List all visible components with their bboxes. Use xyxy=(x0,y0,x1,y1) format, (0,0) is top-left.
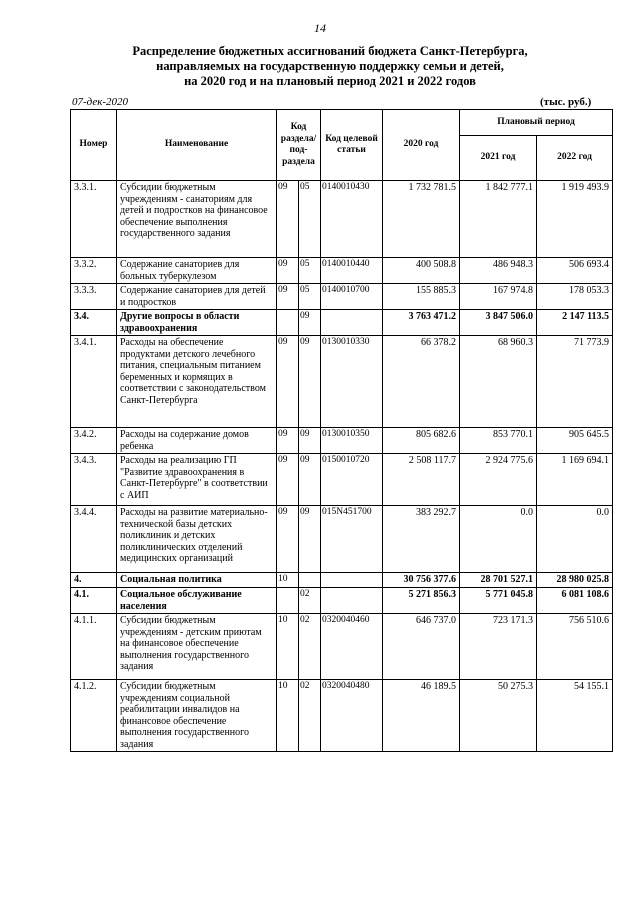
document-date: 07-дек-2020 xyxy=(72,96,129,108)
row-name: Социальная политика xyxy=(117,573,277,588)
header-year-2022: 2022 год xyxy=(537,136,613,181)
row-value-2021: 2 924 775.6 xyxy=(460,454,537,506)
row-target-code: 0320040480 xyxy=(321,680,383,752)
row-target-code: 0140010700 xyxy=(321,284,383,310)
row-value-2022: 1 919 493.9 xyxy=(537,181,613,258)
row-name: Другие вопросы в области здравоохранения xyxy=(117,310,277,336)
row-target-code xyxy=(321,310,383,336)
row-name: Расходы на обеспечение продуктами детского лечебного питания, специальным питанием беременных и кормящих в соответствии с законодательством Санкт-Петербурга xyxy=(117,336,277,428)
table-row xyxy=(71,181,613,258)
table-row xyxy=(71,258,613,284)
row-subsection-code: 09 xyxy=(299,506,321,573)
row-value-2020: 30 756 377.6 xyxy=(383,573,460,588)
row-value-2020: 383 292.7 xyxy=(383,506,460,573)
row-number: 3.4.3. xyxy=(71,454,117,506)
title-line: Распределение бюджетных ассигнований бюджета Санкт-Петербурга, xyxy=(132,44,528,58)
row-value-2021: 5 771 045.8 xyxy=(460,588,537,614)
table-row xyxy=(71,680,613,752)
row-number: 3.4. xyxy=(71,310,117,336)
row-value-2021: 1 842 777.1 xyxy=(460,181,537,258)
row-value-2021: 853 770.1 xyxy=(460,428,537,454)
row-name: Субсидии бюджетным учреждениям социальной реабилитации инвалидов на финансовое обеспечение выполнения государственного задания xyxy=(117,680,277,752)
row-number: 3.4.4. xyxy=(71,506,117,573)
row-subsection-code xyxy=(299,573,321,588)
row-name: Расходы на реализацию ГП "Развитие здравоохранения в Санкт-Петербурге" в соответствии с АИП xyxy=(117,454,277,506)
row-name: Расходы на развитие материально-технической базы детских поликлиник и детских поликлинических отделений медицинских организаций xyxy=(117,506,277,573)
document-title xyxy=(60,44,600,89)
row-subsection-code: 02 xyxy=(299,614,321,680)
row-subsection-code: 09 xyxy=(299,454,321,506)
row-number: 4.1.2. xyxy=(71,680,117,752)
page-number: 14 xyxy=(314,21,326,35)
row-value-2022: 6 081 108.6 xyxy=(537,588,613,614)
row-number: 3.3.1. xyxy=(71,181,117,258)
row-value-2022: 28 980 025.8 xyxy=(537,573,613,588)
row-target-code: 0150010720 xyxy=(321,454,383,506)
row-value-2021: 68 960.3 xyxy=(460,336,537,428)
row-section-code xyxy=(277,310,299,336)
row-value-2022: 905 645.5 xyxy=(537,428,613,454)
row-subsection-code: 09 xyxy=(299,310,321,336)
table-row xyxy=(71,506,613,573)
table-row xyxy=(71,454,613,506)
row-name: Содержание санаториев для детей и подростков xyxy=(117,284,277,310)
row-section-code: 10 xyxy=(277,573,299,588)
row-section-code: 10 xyxy=(277,680,299,752)
row-section-code: 09 xyxy=(277,258,299,284)
row-section-code xyxy=(277,588,299,614)
budget-table xyxy=(70,109,613,752)
row-section-code: 09 xyxy=(277,428,299,454)
row-value-2020: 1 732 781.5 xyxy=(383,181,460,258)
row-name: Субсидии бюджетным учреждениям - санаториям для детей и подростков на финансовое обеспечение выполнения государственного задания xyxy=(117,181,277,258)
row-section-code: 09 xyxy=(277,284,299,310)
header-name: Наименование xyxy=(117,110,277,181)
row-value-2020: 66 378.2 xyxy=(383,336,460,428)
row-section-code: 09 xyxy=(277,181,299,258)
row-section-code: 09 xyxy=(277,506,299,573)
row-section-code: 10 xyxy=(277,614,299,680)
row-target-code: 0140010440 xyxy=(321,258,383,284)
title-line: направляемых на государственную поддержку семьи и детей, xyxy=(156,59,504,73)
row-number: 3.3.2. xyxy=(71,258,117,284)
row-subsection-code: 05 xyxy=(299,258,321,284)
row-name: Субсидии бюджетным учреждениям - детским приютам на финансовое обеспечение выполнения государственного задания xyxy=(117,614,277,680)
row-target-code: 015N451700 xyxy=(321,506,383,573)
row-number: 3.4.2. xyxy=(71,428,117,454)
row-subsection-code: 05 xyxy=(299,181,321,258)
header-year-2020: 2020 год xyxy=(383,110,460,181)
row-target-code: 0130010330 xyxy=(321,336,383,428)
row-value-2020: 3 763 471.2 xyxy=(383,310,460,336)
header-section-code: Код раздела/ под- раздела xyxy=(277,110,321,181)
row-value-2020: 646 737.0 xyxy=(383,614,460,680)
row-value-2022: 71 773.9 xyxy=(537,336,613,428)
row-number: 4.1. xyxy=(71,588,117,614)
row-value-2022: 506 693.4 xyxy=(537,258,613,284)
row-value-2021: 0.0 xyxy=(460,506,537,573)
row-name: Расходы на содержание домов ребенка xyxy=(117,428,277,454)
row-value-2021: 50 275.3 xyxy=(460,680,537,752)
table-row xyxy=(71,588,613,614)
row-name: Социальное обслуживание населения xyxy=(117,588,277,614)
row-value-2022: 0.0 xyxy=(537,506,613,573)
row-value-2022: 178 053.3 xyxy=(537,284,613,310)
row-value-2020: 5 271 856.3 xyxy=(383,588,460,614)
table-row xyxy=(71,573,613,588)
row-section-code: 09 xyxy=(277,336,299,428)
table-row xyxy=(71,428,613,454)
row-target-code: 0320040460 xyxy=(321,614,383,680)
row-target-code xyxy=(321,573,383,588)
row-value-2021: 3 847 506.0 xyxy=(460,310,537,336)
row-value-2021: 723 171.3 xyxy=(460,614,537,680)
title-line: на 2020 год и на плановый период 2021 и 2022 годов xyxy=(184,74,476,88)
row-subsection-code: 02 xyxy=(299,588,321,614)
row-name: Содержание санаториев для больных туберкулезом xyxy=(117,258,277,284)
row-target-code: 0130010350 xyxy=(321,428,383,454)
row-value-2020: 2 508 117.7 xyxy=(383,454,460,506)
row-value-2021: 486 948.3 xyxy=(460,258,537,284)
row-number: 4. xyxy=(71,573,117,588)
row-value-2021: 28 701 527.1 xyxy=(460,573,537,588)
row-value-2021: 167 974.8 xyxy=(460,284,537,310)
units-label: (тыс. руб.) xyxy=(540,96,592,108)
row-subsection-code: 09 xyxy=(299,428,321,454)
row-value-2020: 805 682.6 xyxy=(383,428,460,454)
row-number: 3.4.1. xyxy=(71,336,117,428)
row-value-2020: 400 508.8 xyxy=(383,258,460,284)
header-year-2021: 2021 год xyxy=(460,136,537,181)
row-value-2022: 756 510.6 xyxy=(537,614,613,680)
table-row xyxy=(71,284,613,310)
row-number: 4.1.1. xyxy=(71,614,117,680)
row-value-2022: 54 155.1 xyxy=(537,680,613,752)
row-subsection-code: 05 xyxy=(299,284,321,310)
row-number: 3.3.3. xyxy=(71,284,117,310)
row-target-code xyxy=(321,588,383,614)
table-row xyxy=(71,310,613,336)
row-value-2020: 155 885.3 xyxy=(383,284,460,310)
row-section-code: 09 xyxy=(277,454,299,506)
row-target-code: 0140010430 xyxy=(321,181,383,258)
header-target-code: Код целевой статьи xyxy=(321,110,383,181)
header-planned-period: Плановый период xyxy=(460,110,613,136)
row-value-2022: 1 169 694.1 xyxy=(537,454,613,506)
row-value-2022: 2 147 113.5 xyxy=(537,310,613,336)
row-value-2020: 46 189.5 xyxy=(383,680,460,752)
table-row xyxy=(71,614,613,680)
header-number: Номер xyxy=(71,110,117,181)
row-subsection-code: 02 xyxy=(299,680,321,752)
row-subsection-code: 09 xyxy=(299,336,321,428)
table-row xyxy=(71,336,613,428)
